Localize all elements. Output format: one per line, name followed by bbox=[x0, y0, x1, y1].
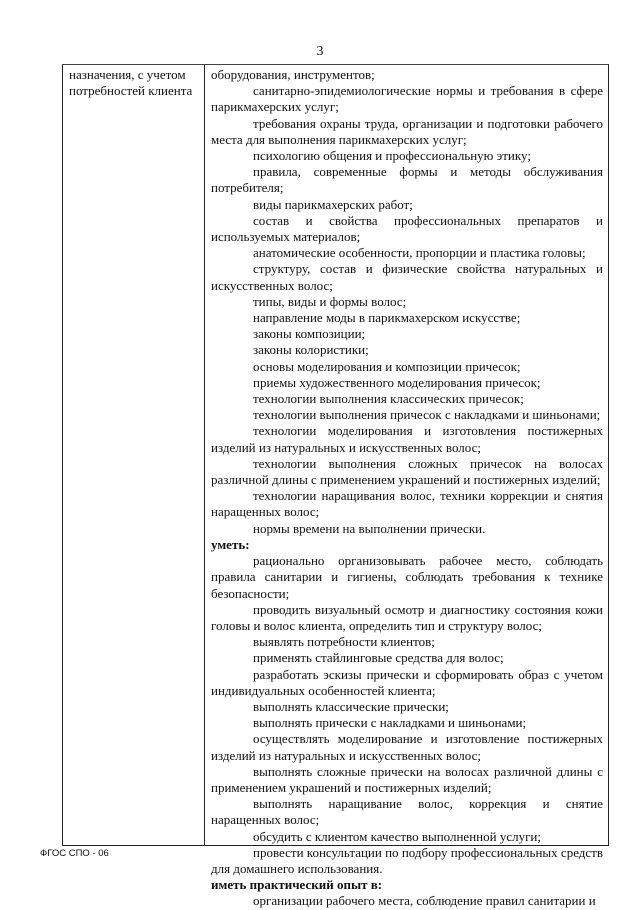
list-item: требования охраны труда, организации и подготовки рабочего места для выполнения парикмахерских услуг; bbox=[211, 115, 603, 147]
list-item: основы моделирования и композиции причесок; bbox=[253, 358, 521, 374]
footer-code: ФГОС СПО - 06 bbox=[40, 848, 109, 859]
list-item: анатомические особенности, пропорции и пластика головы; bbox=[253, 245, 586, 261]
list-item: разработать эскизы прически и сформировать образ с учетом индивидуальных особенностей клиента; bbox=[211, 666, 603, 698]
list-item: технологии моделирования и изготовления постижерных изделий из натуральных и искусственных волос; bbox=[211, 423, 603, 455]
list-item: приемы художественного моделирования причесок; bbox=[253, 374, 541, 390]
list-item: технологии наращивания волос, техники коррекции и снятия наращенных волос; bbox=[211, 488, 603, 520]
list-item: нормы времени на выполнении прически. bbox=[253, 520, 486, 536]
section-heading: уметь: bbox=[211, 536, 250, 552]
list-item: психологию общения и профессиональную этику; bbox=[253, 148, 531, 164]
list-item: выполнять сложные прически на волосах различной длины с применением украшений и постижерных изделий; bbox=[211, 763, 603, 795]
list-item: санитарно-эпидемиологические нормы и требования в сфере парикмахерских услуг; bbox=[211, 83, 603, 115]
left-cell-text: назначения, с учетом потребностей клиента bbox=[69, 67, 193, 99]
column-divider bbox=[204, 65, 205, 845]
section-heading: иметь практический опыт в: bbox=[211, 877, 383, 893]
list-item: провести консультации по подбору профессиональных средств для домашнего использования. bbox=[211, 844, 603, 876]
list-item: виды парикмахерских работ; bbox=[253, 196, 413, 212]
list-item: направление моды в парикмахерском искусстве; bbox=[253, 310, 521, 326]
list-item: типы, виды и формы волос; bbox=[253, 293, 407, 309]
list-item: состав и свойства профессиональных препаратов и используемых материалов; bbox=[211, 212, 603, 245]
list-item: осуществлять моделирование и изготовление постижерных изделий из натуральных и искусственных волос; bbox=[211, 731, 603, 763]
list-item: технологии выполнения причесок с накладками и шиньонами; bbox=[253, 407, 601, 423]
right-cell-content bbox=[211, 67, 603, 910]
list-item: применять стайлинговые средства для волос; bbox=[253, 650, 504, 666]
list-item: выполнять классические прически; bbox=[253, 698, 449, 714]
list-item: выявлять потребности клиентов; bbox=[253, 634, 435, 650]
list-item: организации рабочего места, соблюдение правил санитарии и bbox=[253, 893, 596, 909]
list-item: законы колористики; bbox=[253, 342, 369, 358]
list-item: обсудить с клиентом качество выполненной услуги; bbox=[253, 828, 541, 844]
list-item: проводить визуальный осмотр и диагностику состояния кожи головы и волос клиента, определить тип и структуру волос; bbox=[211, 601, 603, 633]
list-item: оборудования, инструментов; bbox=[211, 67, 375, 82]
list-item: рационально организовывать рабочее место, соблюдать правила санитарии и гигиены, соблюдать требования к технике безопасности; bbox=[211, 553, 603, 601]
list-item: законы композиции; bbox=[253, 326, 366, 342]
list-item: технологии выполнения классических причесок; bbox=[253, 391, 524, 407]
list-item: технологии выполнения сложных причесок на волосах различной длины с применением украшений и постижерных изделий; bbox=[211, 455, 603, 488]
page-number: 3 bbox=[316, 44, 324, 59]
list-item: выполнять прически с накладками и шиньонами; bbox=[253, 715, 527, 731]
list-item: выполнять наращивание волос, коррекция и снятие наращенных волос; bbox=[211, 796, 603, 828]
list-item: правила, современные формы и методы обслуживания потребителя; bbox=[211, 164, 603, 196]
list-item: структуру, состав и физические свойства натуральных и искусственных волос; bbox=[211, 261, 603, 293]
